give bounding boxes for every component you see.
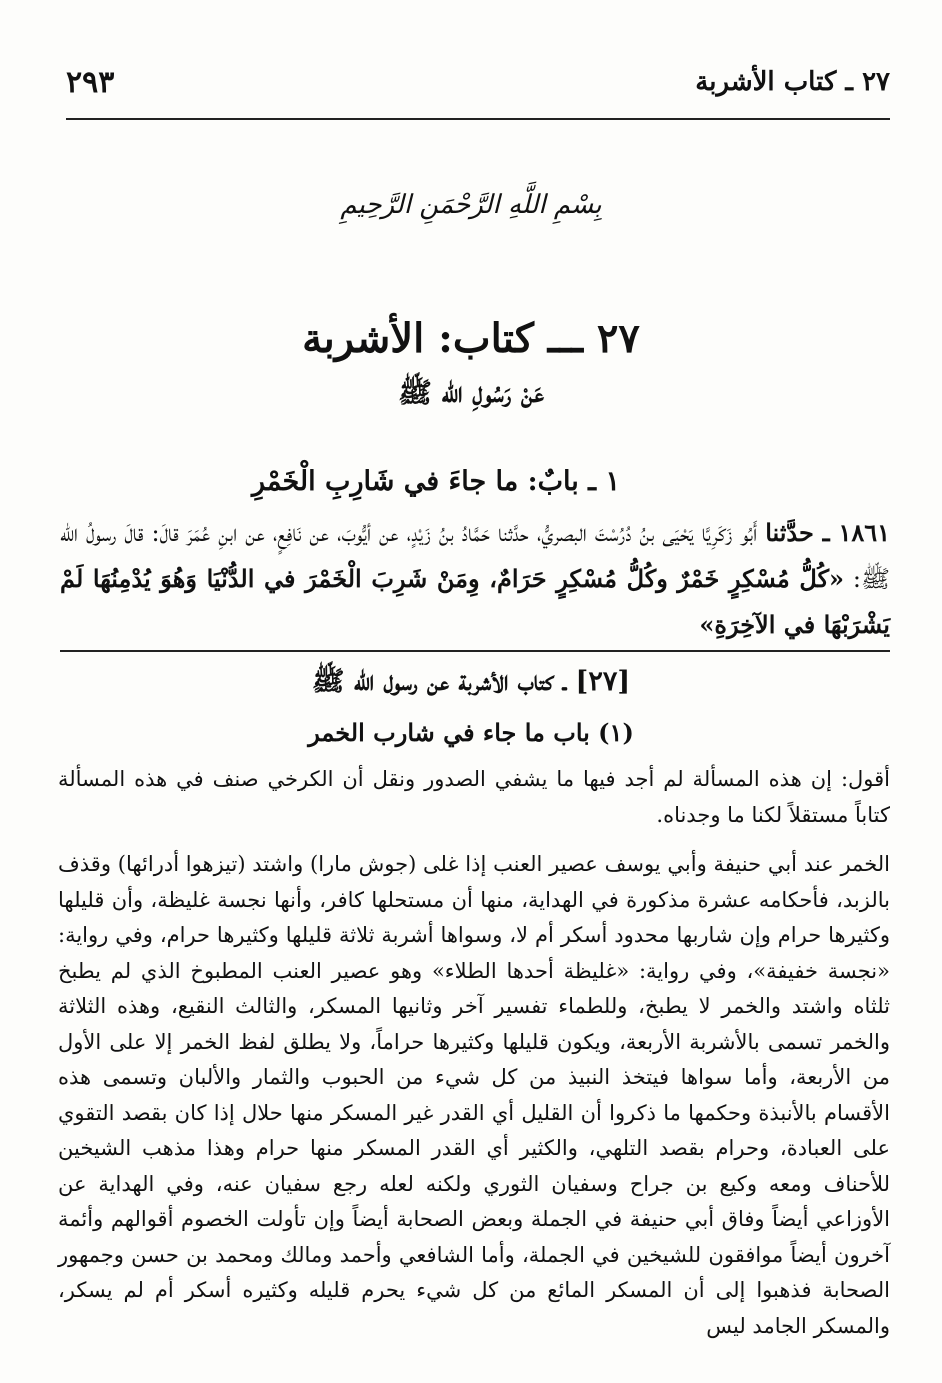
header-divider <box>66 118 890 120</box>
commentary-body <box>58 762 890 1344</box>
book-title: ٢٧ ـــ كتاب: الأشربة <box>302 315 640 362</box>
hadith-isnad: أَبُو زَكَرِيَّا يَحْيَى بنُ دُرُسْتَ البصريُّ، حدَّثنا حَمَّادُ بنُ زَيْدٍ، عن أيُّوبَ، عن نَافِعٍ، عن ابنِ عُمَرَ قالَ: قالَ رسولُ الله ﷺ: <box>60 519 890 593</box>
book-subtitle: عَنْ رَسُولِ الله ﷺ <box>398 376 544 409</box>
chapter-title: ١ ـ بابٌ: ما جاءَ في شَارِبِ الْخَمْرِ <box>251 466 621 497</box>
commentary-title: [٢٧] ـ كتاب الأشربة عن رسول الله ﷺ <box>311 666 631 697</box>
running-title: ٢٧ ـ كتاب الأشربة <box>695 67 890 97</box>
commentary-paragraph-2: الخمر عند أبي حنيفة وأبي يوسف عصير العنب إذا غلى (جوش مارا) واشتد (تيزهوا أدرائها) وقذف بالزبد، فأحكامه عشرة مذكورة في الهداية، منها أن مستحلها كافر، وأنها نجسة غليظة، وأن قليلها وكثيرها حرام وإن شاربها محدود أسكر أم لا، وسواها أشربة ثلاثة قليلها وكثيرها حرام، وفي رواية: «نجسة خفيفة»، وفي رواية: «غليظة أحدها الطلاء» وهو عصير العنب المطبوخ الذي لم يطبخ ثلثاه واشتد والخمر لا يطبخ، وللطماء تفسير آخر وثانيها المسكر، والثالث النقيع، وهذه الثلاثة والخمر تسمى بالأشربة الأربعة، ويكون قليلها وكثيرها حراماً، ولا يطلق لفظ الخمر إلا على الأول من الأربعة، وأما سواها فيتخذ النبيذ من كل شيء من الحبوب والثمار والألبان وتسمى هذه الأقسام بالأنبذة وحكمها ما ذكروا أن القليل أي القدر غير المسكر منها حلال إذا كان بقصد التقوي على العبادة، وحرام بقصد التلهي، والكثير أي القدر المسكر منها حرام وهذا مذهب الشيخين للأحناف ومعه وكيع بن جراح وسفيان الثوري ولكنه لعله رجع سفيان عنه، وفي الهداية عن الأوزاعي أيضاً وفاق أبي حنيفة في الجملة وبعض الصحابة أيضاً وإن تأولت الخصوم أقوالهم وأئمة آخرون أيضاً موافقون للشيخين في الجملة، وأما الشافعي وأحمد ومالك ومحمد بن حسن وجمهور الصحابة فذهبوا إلى أن المسكر المائع من كل شيء يحرم قليله وكثيره أسكر أم لم يسكر، والمسكر الجامد ليس <box>58 852 890 1338</box>
page-header <box>66 62 890 102</box>
hadith-number: ١٨٦١ ـ حدَّثنا <box>765 518 890 547</box>
page-number: ٢٩٣ <box>66 64 115 100</box>
hadith-matn: «كُلُّ مُسْكِرٍ خَمْرٌ وكُلُّ مُسْكِرٍ حَرَامٌ، وِمَنْ شَرِبَ الْخَمْرَ في الدُّنْيَا وَهُوَ يُدْمِنُهَا لَمْ يَشْرَبْهَا في الآخِرَةِ» <box>60 564 890 639</box>
commentary-paragraph-1: أقول: إن هذه المسألة لم أجد فيها ما يشفي الصدور ونقل أن الكرخي صنف في هذه المسألة كتاباً مستقلاً لكنا ما وجدناه. <box>58 767 890 827</box>
basmala: بِسْمِ اللَّهِ الرَّحْمَنِ الرَّحِيمِ <box>340 190 602 220</box>
commentary-divider <box>60 650 890 652</box>
hadith-text <box>60 510 890 648</box>
commentary-subtitle: (١) باب ما جاء في شارب الخمر <box>308 718 634 747</box>
